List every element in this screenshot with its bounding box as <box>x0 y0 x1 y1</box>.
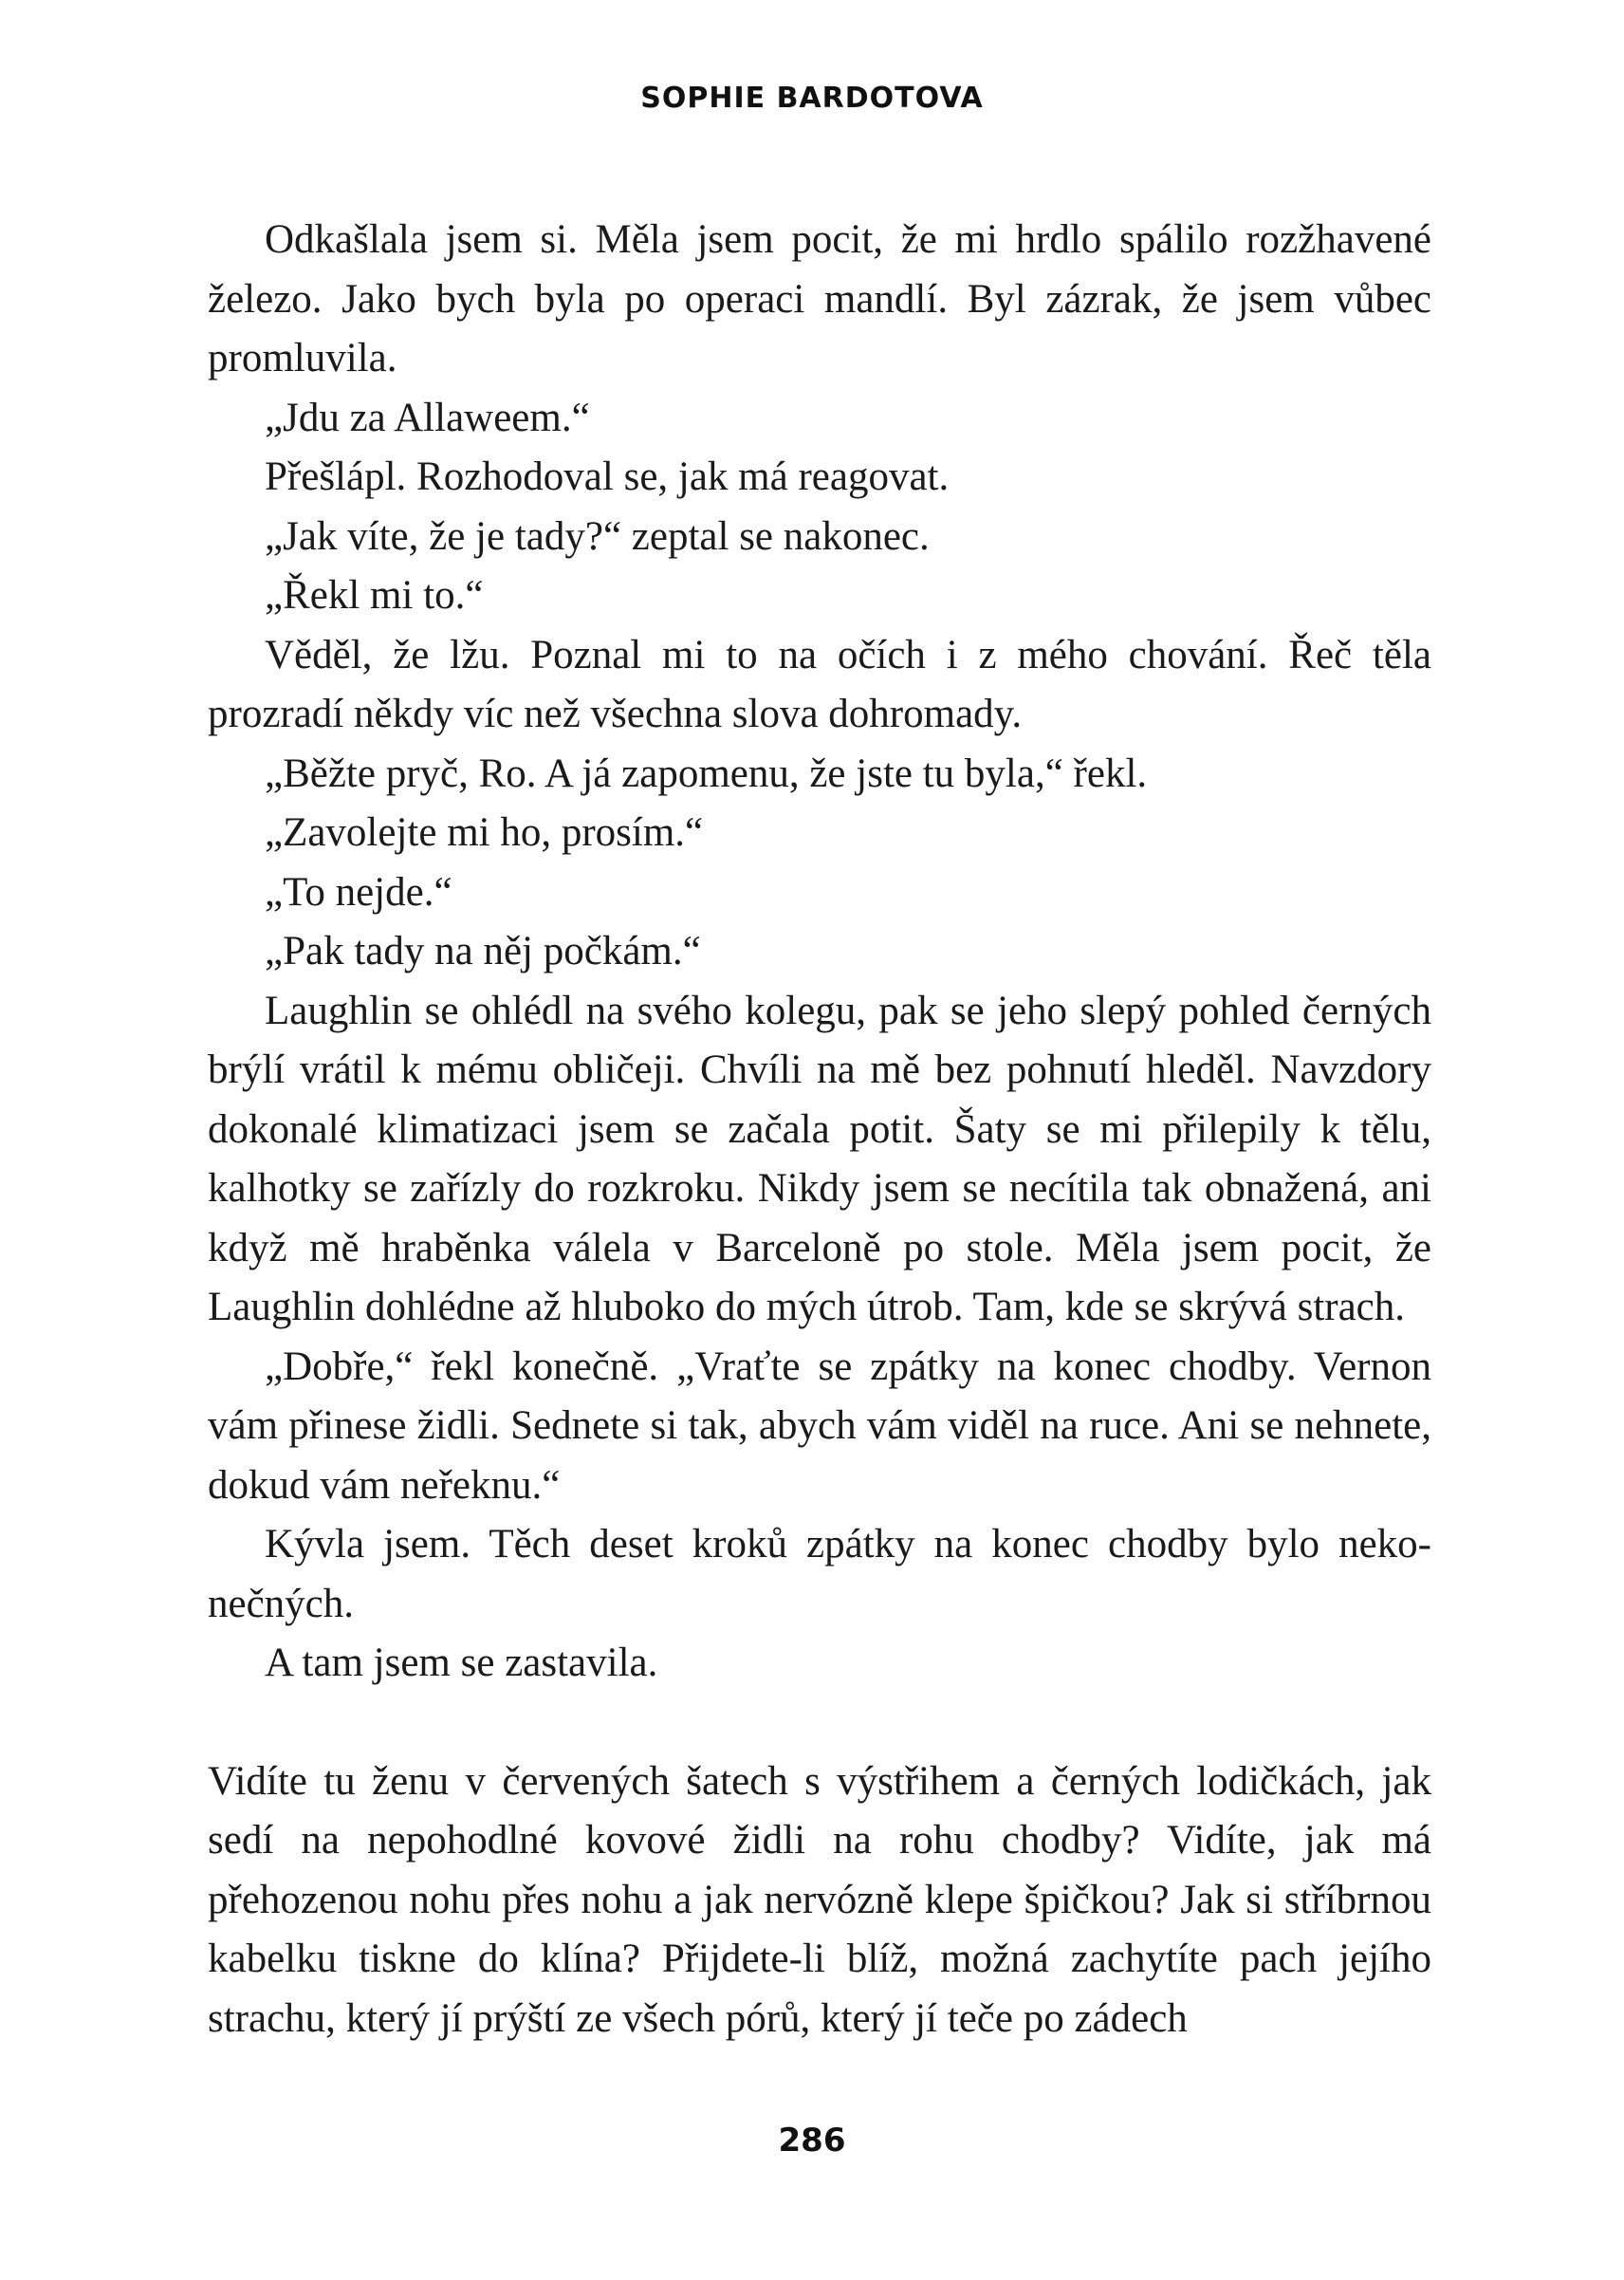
paragraph: „Jdu za Allaweem.“ <box>265 395 590 440</box>
paragraph-section-start: Vidíte tu ženu v červených šatech s výstřihem a černých lodičkách, jak sedí na nepohodlné kovové židli na rohu chodby? Vidíte, jak má přehozenou nohu přes nohu a jak nervózně klepe špičkou? Jak si stříbrnou kabelku tiskne do klína? Přijdete-li blíž, možná zachytíte pach jejího strachu, který jí prýští ze všech pórů, který jí teče po zádech <box>208 1758 1431 2041</box>
paragraph: „To nejde.“ <box>265 869 452 915</box>
paragraph: „Řekl mi to.“ <box>265 573 484 618</box>
paragraph: „Zavolejte mi ho, prosím.“ <box>265 810 704 855</box>
paragraph: Odkašlala jsem si. Měla jsem pocit, že mi hrdlo spálilo rozžhavené železo. Jako bych byla po operaci mandlí. Byl zázrak, že jsem vůbec promluvila. <box>208 217 1431 380</box>
paragraph: Věděl, že lžu. Poznal mi to na očích i z mého chování. Řeč těla prozradí někdy víc než všechna slova dohromady. <box>208 632 1431 736</box>
paragraph: A tam jsem se zastavila. <box>265 1640 658 1685</box>
paragraph: „Běžte pryč, Ro. A já zapomenu, že jste tu byla,“ řekl. <box>265 751 1148 796</box>
running-head-author: SOPHIE BARDOTOVA <box>640 82 984 115</box>
paragraph: „Pak tady na něj počkám.“ <box>265 929 701 973</box>
paragraph: „Jak víte, že je tady?“ zeptal se nakonec. <box>265 513 930 559</box>
paragraph: Laughlin se ohlédl na svého kolegu, pak se jeho slepý pohled černých brýlí vrátil k mému obličeji. Chvíli na mě bez pohnutí hleděl. Navzdory dokonalé klimatizaci jsem se začala potit. Šaty se mi přilepily k tělu, kalhotky se zařízly do rozkroku. Nikdy jsem se necítila tak obnažená, ani když mě hraběnka válela v Barceloně po stole. Měla jsem pocit, že Laughlin dohlédne až hluboko do mých útrob. Tam, kde se skrývá strach. <box>208 988 1431 1329</box>
body-text <box>208 211 1431 2048</box>
paragraph: Kývla jsem. Těch deset kroků zpátky na konec chodby bylo nekonečných. <box>208 1522 1431 1626</box>
section-break <box>208 1694 1431 1752</box>
paragraph: Přešlápl. Rozhodoval se, jak má reagovat. <box>265 454 950 499</box>
page-number: 286 <box>778 2122 846 2160</box>
paragraph: „Dobře,“ řekl konečně. „Vraťte se zpátky na konec chodby. Vernon vám přinese židli. Sednete si tak, abych vám viděl na ruce. Ani se nehnete, dokud vám neřeknu.“ <box>208 1344 1431 1508</box>
